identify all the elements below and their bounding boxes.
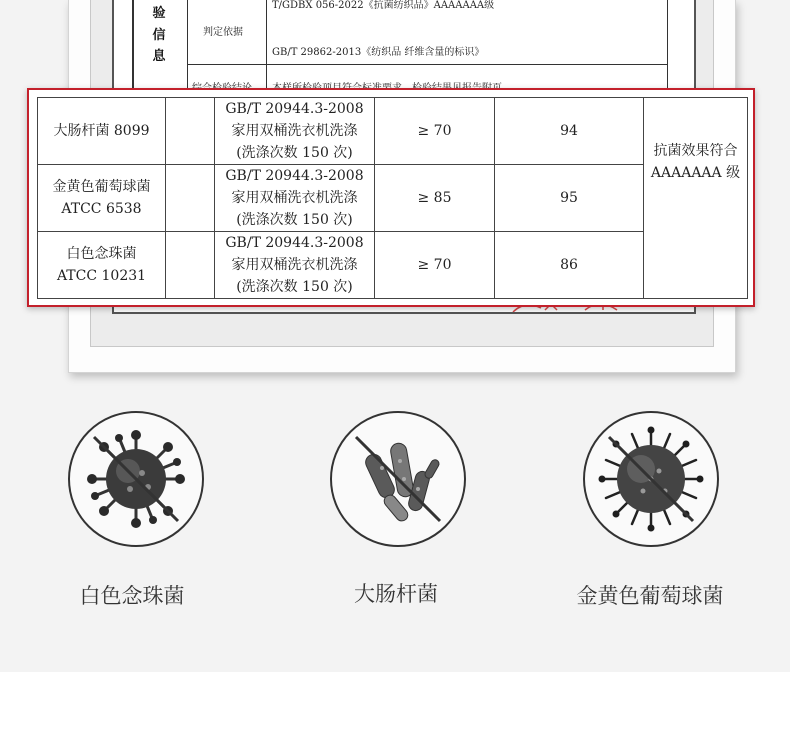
certificate-divider [132, 0, 134, 95]
organism-strain: ATCC 6538 [61, 201, 142, 217]
blank-cell [166, 165, 215, 232]
standard-text-1: T/GDBX 056-2022《抗菌纺织品》AAAAAAA级 [272, 0, 495, 11]
candida-circle [68, 411, 204, 547]
basis-label: 判定依据 [203, 27, 243, 38]
method-cell [215, 98, 375, 165]
requirement-cell: ≥ 70 [375, 98, 495, 165]
method-cycles: (洗涤次数 150 次) [236, 279, 353, 295]
method-standard: GB/T 20944.3-2008 [225, 101, 364, 117]
method-cycles: (洗涤次数 150 次) [236, 212, 353, 228]
standard-text-2: GB/T 29862-2013《纺织品 纤维含量的标识》 [272, 47, 485, 58]
caption-ecoli: 大肠杆菌 [354, 582, 438, 606]
method-cycles: (洗涤次数 150 次) [236, 145, 353, 161]
organism-name: 大肠杆菌 8099 [53, 123, 150, 139]
verdict-line-1: 抗菌效果符合 [653, 143, 738, 159]
certificate-divider [187, 0, 188, 95]
method-machine: 家用双桶洗衣机洗涤 [231, 257, 358, 273]
virus-crossed-icon [70, 413, 202, 545]
zoomed-results-panel [27, 88, 755, 307]
table-row [38, 165, 748, 232]
certificate-divider [266, 0, 267, 95]
ecoli-circle [330, 411, 466, 547]
method-standard: GB/T 20944.3-2008 [225, 235, 364, 251]
organism-name: 白色念珠菌 [66, 246, 137, 262]
verdict-line-2: AAAAAAA 级 [650, 165, 741, 181]
requirement-cell: ≥ 85 [375, 165, 495, 232]
result-cell: 94 [495, 98, 644, 165]
requirement-cell: ≥ 70 [375, 232, 495, 299]
organism-name: 金黄色葡萄球菌 [52, 179, 151, 195]
verdict-cell [644, 98, 748, 299]
side-label-char: 息 [152, 49, 166, 64]
method-cell [215, 165, 375, 232]
results-table [37, 97, 748, 299]
side-label-char: 验 [152, 6, 166, 21]
blank-cell [166, 232, 215, 299]
table-row [38, 232, 748, 299]
caption-candida: 白色念珠菌 [79, 584, 185, 608]
table-row [38, 98, 748, 165]
organism-cell [38, 232, 166, 299]
organism-cell [38, 98, 166, 165]
certificate-divider [667, 0, 668, 95]
certificate-divider [187, 64, 668, 65]
blank-cell [166, 98, 215, 165]
method-machine: 家用双桶洗衣机洗涤 [231, 190, 358, 206]
spiky-virus-crossed-icon [585, 413, 717, 545]
side-label-char: 信 [152, 28, 166, 43]
staph-circle [583, 411, 719, 547]
bacilli-crossed-icon [332, 413, 464, 545]
method-cell [215, 232, 375, 299]
result-cell: 86 [495, 232, 644, 299]
caption-staph: 金黄色葡萄球菌 [576, 584, 724, 608]
organism-strain: ATCC 10231 [56, 268, 147, 284]
method-standard: GB/T 20944.3-2008 [225, 168, 364, 184]
organism-cell [38, 165, 166, 232]
method-machine: 家用双桶洗衣机洗涤 [231, 123, 358, 139]
result-cell: 95 [495, 165, 644, 232]
